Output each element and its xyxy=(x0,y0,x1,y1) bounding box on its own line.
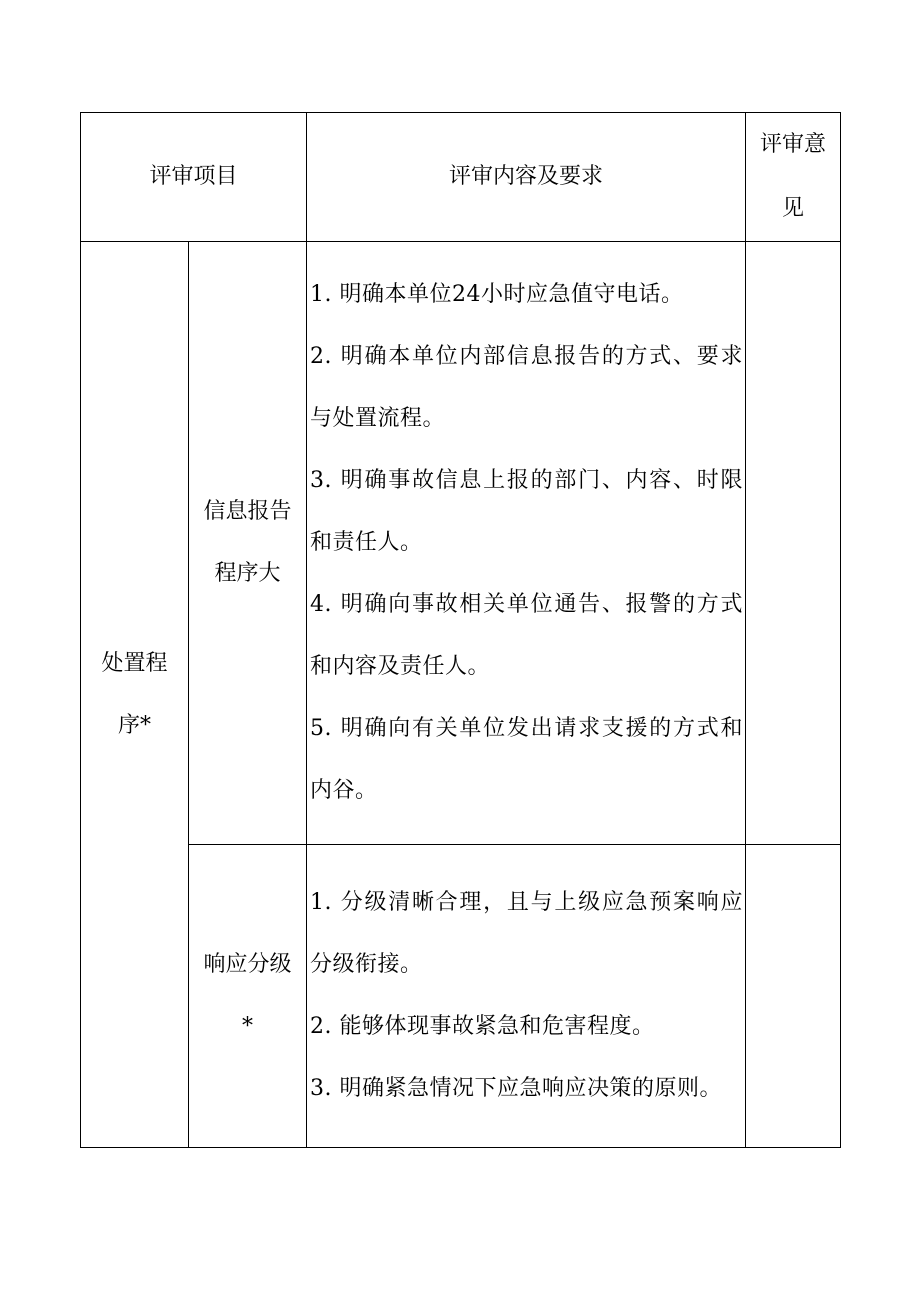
header-opinion-label: 评审意 见 xyxy=(760,132,827,221)
header-row xyxy=(81,113,841,242)
header-content-cell xyxy=(307,113,746,242)
main-item-cell xyxy=(81,242,189,1148)
requirement-item: 2. 明确本单位内部信息报告的方式、要求与处置流程。 xyxy=(310,344,744,431)
sub-item-cell xyxy=(189,845,307,1148)
sub-item-label: 信息报告 程序大 xyxy=(203,499,292,586)
requirement-item: 1. 分级清晰合理，且与上级应急预案响应分级衔接。 xyxy=(310,890,744,977)
main-item-label: 处置程 序* xyxy=(101,650,168,738)
table-row xyxy=(81,845,841,1148)
header-content-label: 评审内容及要求 xyxy=(449,164,604,190)
header-item-cell xyxy=(81,113,307,242)
table-row xyxy=(81,242,841,845)
header-opinion-cell xyxy=(746,113,841,242)
opinion-cell[interactable] xyxy=(746,242,841,845)
requirement-item: 1. 明确本单位24小时应急值守电话。 xyxy=(310,282,684,307)
requirement-item: 5. 明确向有关单位发出请求支援的方式和内谷。 xyxy=(310,716,744,803)
sub-item-label: 响应分级 * xyxy=(203,952,292,1039)
review-table xyxy=(80,112,841,1148)
requirement-item: 2. 能够体现事故紧急和危害程度。 xyxy=(310,1014,655,1039)
header-item-label: 评审项目 xyxy=(149,164,238,190)
requirement-item: 3. 明确事故信息上报的部门、内容、时限和责任人。 xyxy=(310,468,744,555)
requirements-cell xyxy=(307,845,746,1148)
requirements-cell xyxy=(307,242,746,845)
requirement-item: 3. 明确紧急情况下应急响应决策的原则。 xyxy=(310,1076,723,1101)
sub-item-cell xyxy=(189,242,307,845)
opinion-cell[interactable] xyxy=(746,845,841,1148)
requirement-item: 4. 明确向事故相关单位通告、报警的方式和内容及责任人。 xyxy=(310,592,744,679)
